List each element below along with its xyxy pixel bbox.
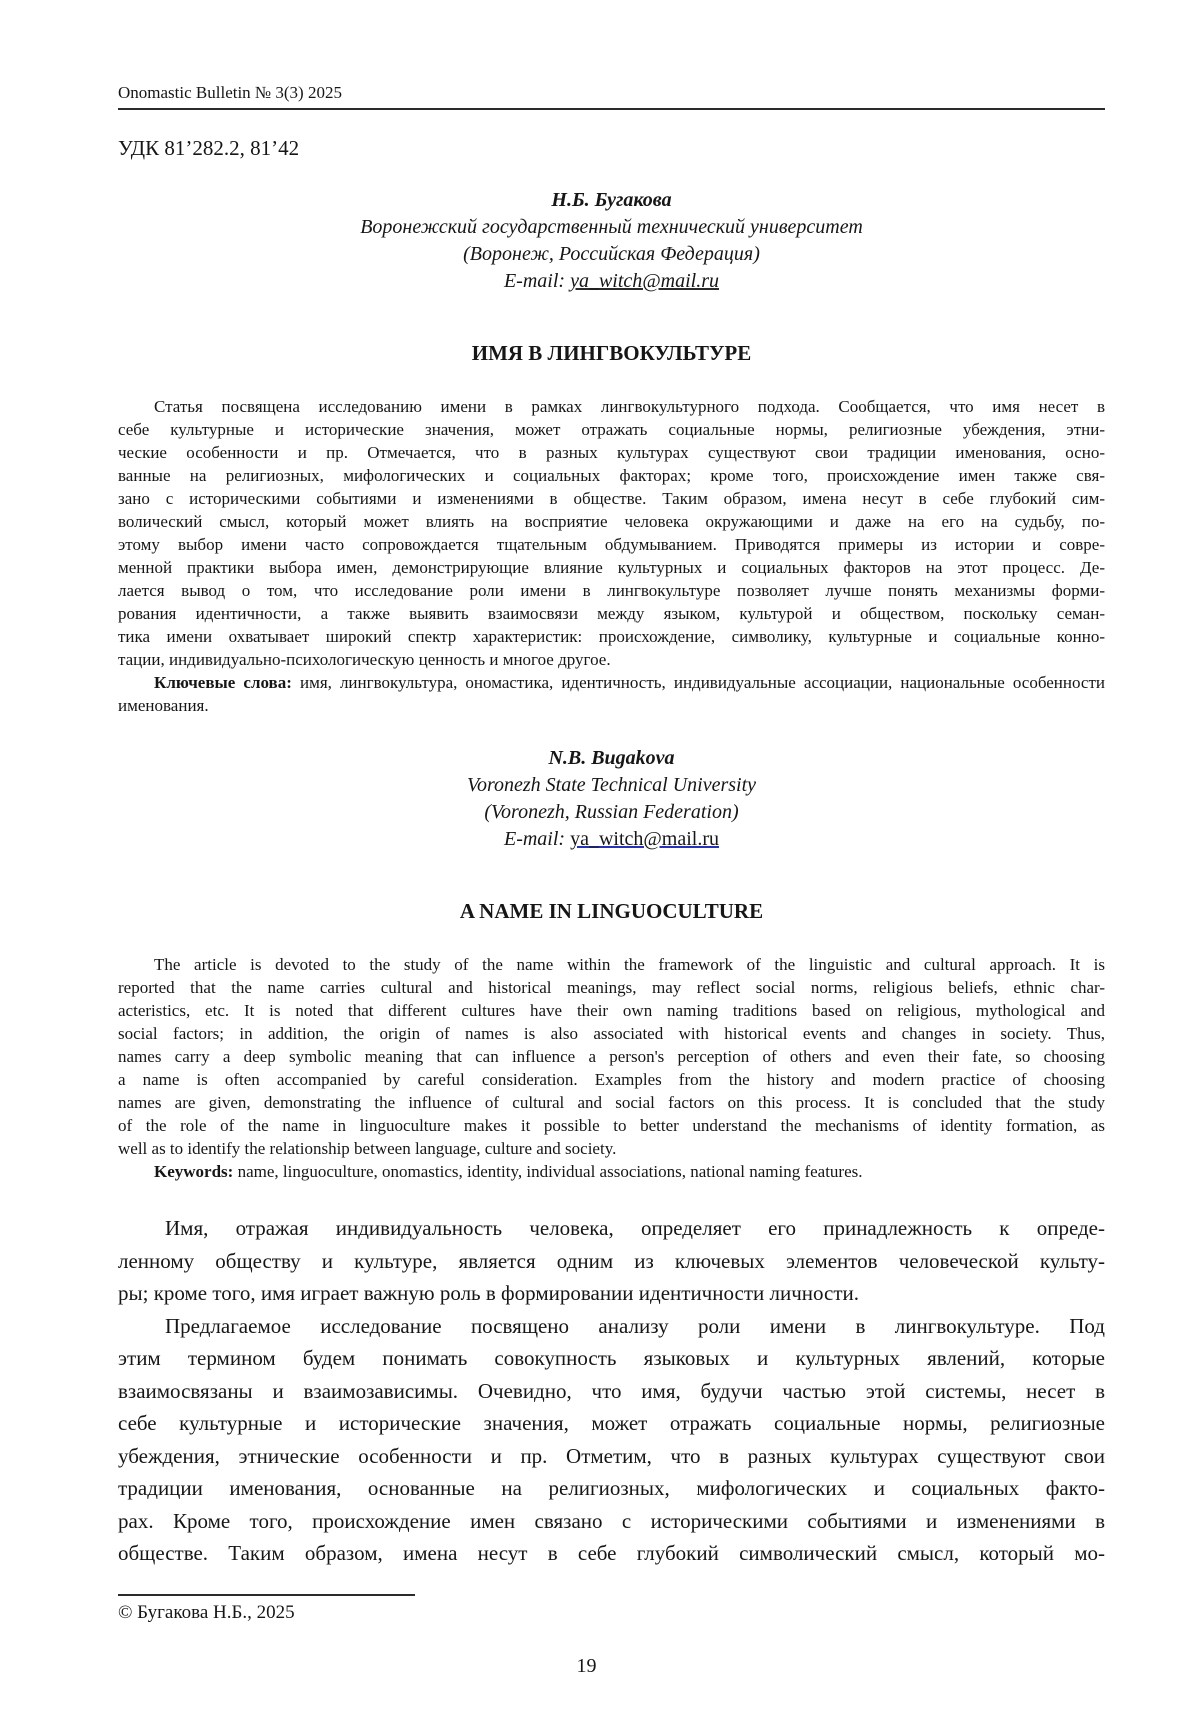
text-line: ленному обществу и культуре, является одним из ключевых элементов человеческой культу-: [118, 1248, 1105, 1273]
email-label-ru: E-mail:: [503, 270, 571, 292]
article-body: [118, 1212, 1105, 1570]
author-affiliation-ru: Воронежский государственный технический университет: [360, 216, 863, 238]
text-line: этому выбор имени часто сопровождается тщательным обдумыванием. Приводятся примеры из истории и совре-: [118, 535, 1105, 554]
keywords-en: [118, 1160, 1105, 1183]
author-name-en: N.B. Bugakova: [548, 747, 675, 769]
abstract-en: [118, 953, 1105, 1160]
keywords-label-en: Keywords:: [154, 1162, 234, 1181]
keywords-label-ru: Ключевые слова:: [154, 673, 292, 692]
text-line: лается вывод о том, что исследование роли имени в лингвокультуре позволяет лучше понять механизмы форми-: [118, 581, 1105, 600]
keywords-text-en: name, linguoculture, onomastics, identity, individual associations, national naming features.: [233, 1162, 863, 1181]
text-line: names carry a deep symbolic meaning that can influence a person's perception of others and even their fate, so choosing: [118, 1047, 1105, 1066]
text-line: a name is often accompanied by careful consideration. Examples from the history and modern practice of choosing: [118, 1070, 1105, 1089]
header-rule: [118, 108, 1105, 110]
author-email-line-ru: [118, 268, 1105, 295]
text-line: ры; кроме того, имя играет важную роль в формировании идентичности личности.: [118, 1281, 860, 1305]
text-line: волический смысл, который может влиять на восприятие человека окружающими и даже на его на судьбу, по-: [118, 512, 1105, 531]
text-line: ческие особенности и пр. Отмечается, что в разных культурах существуют свои традиции именования, осно-: [118, 443, 1105, 462]
text-line: acteristics, etc. It is noted that different cultures have their own naming traditions based on religious, mythological and: [118, 1001, 1105, 1020]
text-line: names are given, demonstrating the influence of cultural and social factors on this process. It is concluded that the study: [118, 1093, 1105, 1112]
keywords-text-ru: имя, лингвокультура, ономастика, идентичность, индивидуальные ассоциации, национальные особенности именования.: [118, 673, 1105, 715]
email-link-ru[interactable]: ya_witch@mail.ru: [570, 270, 720, 292]
text-line: ванные на религиозных, мифологических и социальных факторах; кроме того, происхождение имен также свя-: [118, 466, 1105, 485]
udc-code: УДК 81’282.2, 81’42: [118, 136, 300, 160]
journal-header: [118, 83, 1105, 110]
text-line: менной практики выбора имен, демонстрирующие влияние культурных и социальных факторов на этот процесс. Де-: [118, 558, 1105, 577]
text-line: взаимосвязаны и взаимозависимы. Очевидно, что имя, будучи частью этой системы, несет в: [118, 1378, 1105, 1403]
text-line: тика имени охватывает широкий спектр характеристик: происхождение, символику, культурные и социальные конно-: [118, 627, 1105, 646]
abstract-ru: [118, 395, 1105, 671]
text-line: традиции именования, основанные на религиозных, мифологических и социальных факто-: [118, 1476, 1105, 1500]
author-location-ru: (Воронеж, Российская Федерация): [463, 243, 760, 265]
footnote-rule: [118, 1594, 415, 1596]
page-number: 19: [576, 1654, 597, 1677]
text-line: social factors; in addition, the origin of names is also associated with historical events and changes in society. Thus,: [118, 1024, 1105, 1043]
article-title-ru: ИМЯ В ЛИНГВОКУЛЬТУРЕ: [471, 341, 752, 365]
body-paragraph-2: [118, 1310, 1105, 1570]
text-line: обществе. Таким образом, имена несут в себе глубокий символический смысл, который мо-: [118, 1541, 1105, 1565]
author-block-en: [118, 745, 1105, 853]
text-line: убеждения, этнические особенности и пр. Отметим, что в разных культурах существуют свои: [118, 1443, 1105, 1468]
text-line: рования идентичности, а также выявить взаимосвязи между языком, культурой и обществом, поскольку семан-: [118, 604, 1105, 623]
body-paragraph-1: [118, 1212, 1105, 1310]
author-location-en: (Voronezh, Russian Federation): [484, 801, 739, 823]
author-block-ru: [118, 187, 1105, 295]
text-line: этим термином будем понимать совокупность языковых и культурных явлений, которые: [118, 1346, 1105, 1370]
email-link-en[interactable]: ya_witch@mail.ru: [570, 828, 720, 850]
text-line: себе культурные и исторические значения, может отражать социальные нормы, религиозные убеждения, этни-: [118, 420, 1105, 439]
text-line: себе культурные и исторические значения, может отражать социальные нормы, религиозные: [118, 1411, 1105, 1435]
text-line: Статья посвящена исследованию имени в рамках лингвокультурного подхода. Сообщается, что имя несет в: [154, 397, 1105, 416]
text-line: рах. Кроме того, происхождение имен связано с историческими событиями и изменениями в: [118, 1508, 1105, 1533]
text-line: The article is devoted to the study of the name within the framework of the linguistic and cultural approach. It is: [154, 955, 1105, 974]
keywords-ru: [118, 671, 1105, 717]
text-line: Предлагаемое исследование посвящено анализу роли имени в лингвокультуре. Под: [165, 1313, 1105, 1338]
copyright-line: © Бугакова Н.Б., 2025: [118, 1601, 295, 1623]
text-line: reported that the name carries cultural and historical meanings, may reflect social norms, religious beliefs, ethnic char-: [118, 978, 1105, 997]
text-line: of the role of the name in linguoculture makes it possible to better understand the mechanisms of identity formation, as: [118, 1116, 1105, 1135]
author-affiliation-en: Voronezh State Technical University: [466, 774, 757, 796]
author-email-line-en: [118, 826, 1105, 853]
author-name-ru: Н.Б. Бугакова: [551, 189, 672, 211]
email-label-en: E-mail:: [503, 828, 571, 850]
footnote-block: [118, 1594, 1105, 1625]
text-line: тации, индивидуально-психологическую ценность и многое другое.: [118, 650, 611, 669]
text-line: зано с историческими событиями и изменениями в обществе. Таким образом, имена несут в себе глубокий сим-: [118, 489, 1105, 508]
journal-title: Onomastic Bulletin № 3(3) 2025: [118, 83, 342, 102]
text-line: Имя, отражая индивидуальность человека, определяет его принадлежность к опреде-: [165, 1216, 1105, 1240]
text-line: well as to identify the relationship between language, culture and society.: [118, 1139, 617, 1158]
article-title-en: A NAME IN LINGUOCULTURE: [459, 899, 764, 923]
